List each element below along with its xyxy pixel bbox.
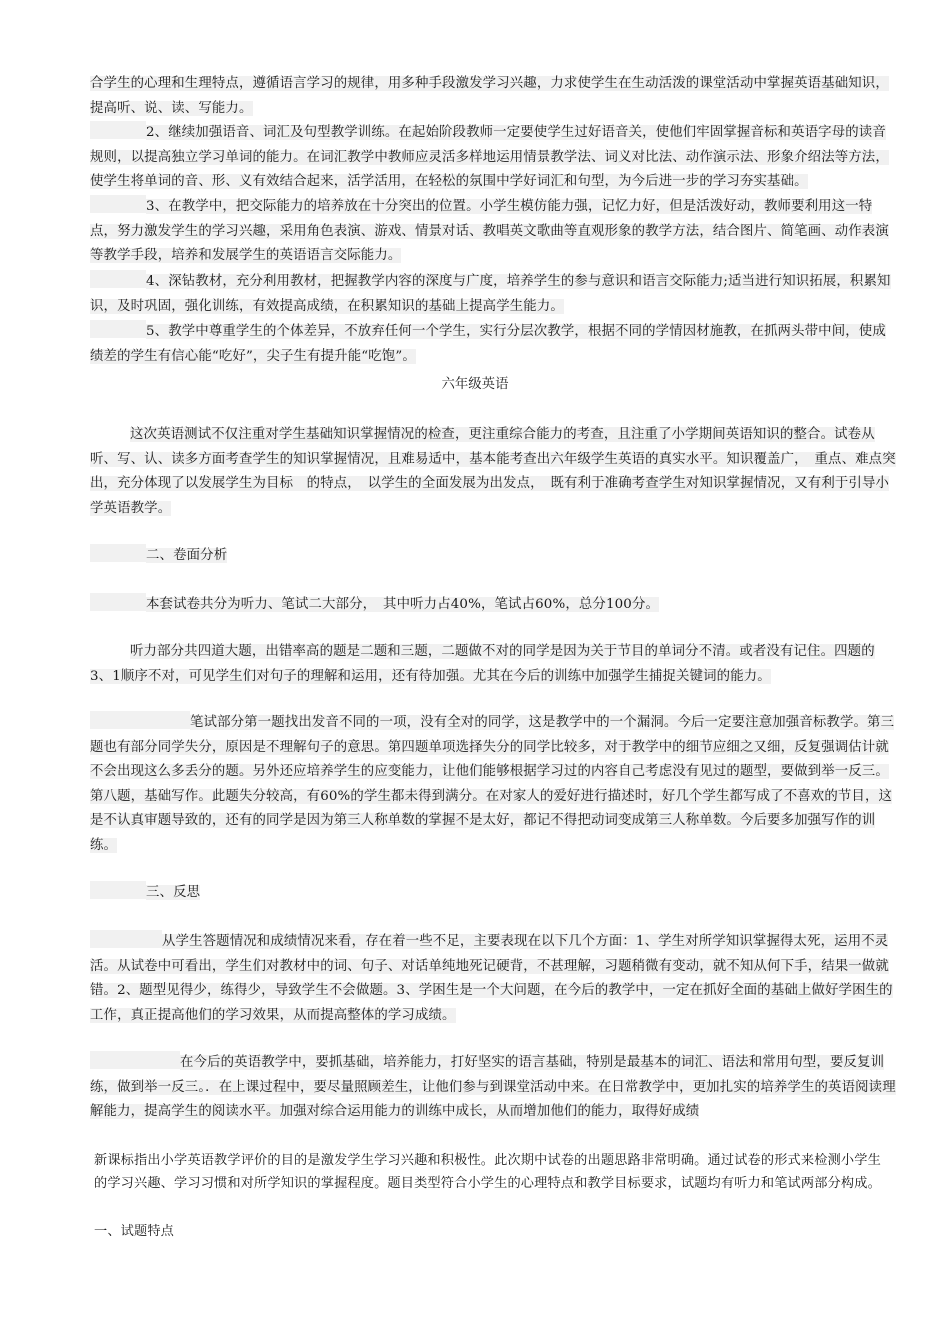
indent	[90, 711, 190, 729]
heading-text: 三、反思	[146, 885, 201, 900]
paragraph-text: 新课标指出小学英语教学评价的目的是激发学生学习兴趣和积极性。此次期中试卷的出题思路非常明确。通过试卷的形式来检测小学生的学习兴趣、学习习惯和对所学知识的掌握程度。题目类型符合小学生的心理特点和教学目标要求，试题均有听力和笔试两部分构成。	[94, 1153, 881, 1191]
paragraph-text: 在今后的英语教学中，要抓基础，培养能力，打好坚实的语言基础，特别是最基本的词汇、语法和常用句型，要反复训练，做到举一反三。．在上课过程中，要尽量照顾差生，让他们参与到课堂活动中来。在日常教学中，更加扎实的培养学生的英语阅读理解能力，提高学生的阅读水平。加强对综合运用能力的训练中成长，从而增加他们的能力，取得好成绩	[90, 1055, 896, 1119]
paragraph-text: 2、继续加强语音、词汇及句型教学训练。在起始阶段教师一定要使学生过好语音关，使他们牢固掌握音标和英语字母的读音规则，以提高独立学习单词的能力。在词汇教学中教师应灵活多样地运用情景教学法、词义对比法、动作演示法、形象介绍法等方法，使学生将单词的音、形、义有效结合起来，活学活用，在轻松的氛围中学好词汇和句型，为今后进一步的学习夯实基础。	[90, 125, 889, 189]
paragraph-point-2	[90, 121, 896, 195]
indent	[90, 544, 146, 562]
paragraph-text: 这次英语测试不仅注重对学生基础知识掌握情况的检查，更注重综合能力的考查，且注重了小学期间英语知识的整合。试卷从听、写、认、读多方面考查学生的知识掌握情况，且难易适中，基本能考查出六年级学生英语的真实水平。知识覆盖广， 重点、难点突出，充分体现了以发展学生为目标 的特点， 以学生的全面发展为出发点， 既有利于准确考查学生对知识掌握情况，又有利于引导小学英语教学。	[90, 427, 896, 516]
paragraph-text: 4、深钻教材，充分利用教材，把握教学内容的深度与广度，培养学生的参与意识和语言交际能力;适当进行知识拓展，积累知识，及时巩固，强化训练，有效提高成绩，在积累知识的基础上提高学生能力。	[90, 274, 891, 314]
paragraph-point-3	[90, 195, 896, 269]
paragraph-text: 5、教学中尊重学生的个体差异，不放弃任何一个学生，实行分层次教学，根据不同的学情因材施教，在抓两头带中间，使成绩差的学生有信心能“吃好”，尖子生有提升能“吃饱”。	[90, 324, 886, 364]
indent	[90, 1051, 180, 1069]
indent	[90, 195, 146, 213]
paragraph-test-overview	[90, 423, 896, 521]
paragraph-text: 合学生的心理和生理特点，遵循语言学习的规律，用多种手段激发学习兴趣，力求使学生在生动活泼的课堂活动中掌握英语基础知识，提高听、说、读、写能力。	[90, 76, 889, 116]
paragraph-future-teaching	[90, 1051, 896, 1125]
paragraph-paper-structure	[90, 593, 896, 618]
paragraph-text: 本套试卷共分为听力、笔试二大部分， 其中听力占40%，笔试占60%，总分100分。	[146, 597, 660, 612]
indent	[90, 881, 146, 899]
heading-paper-analysis	[90, 544, 896, 569]
section-title: 六年级英语	[441, 377, 509, 392]
indent	[90, 121, 146, 139]
paragraph-point-4	[90, 270, 896, 319]
indent	[90, 270, 146, 288]
paragraph-point-5	[90, 320, 896, 369]
indent	[90, 593, 146, 611]
paragraph-text: 听力部分共四道大题，出错率高的题是二题和三题，二题做不对的同学是因为关于节目的单词分不清。或者没有记住。四题的3、1顺序不对，可见学生们对句子的理解和运用，还有待加强。尤其在今后的训练中加强学生捕捉关键词的能力。	[90, 644, 875, 684]
heading-text: 二、卷面分析	[146, 548, 228, 563]
paragraph-text: 从学生答题情况和成绩情况来看，存在着一些不足，主要表现在以下几个方面：1、学生对所学知识掌握得太死，运用不灵活。从试卷中可看出，学生们对教材中的词、句子、对话单纯地死记硬背，不甚理解，习题稍微有变动，就不知从何下手，结果一做就错。2、题型见得少，练得少，导致学生不会做题。3、学困生是一个大问题，在今后的教学中，一定在抓好全面的基础上做好学困生的工作，真正提高他们的学习效果，从而提高整体的学习成绩。	[90, 934, 893, 1023]
paragraph-intro-continued	[90, 72, 896, 121]
heading-question-features	[94, 1220, 900, 1243]
paragraph-listening	[90, 640, 896, 689]
paragraph-written	[90, 711, 896, 858]
heading-text: 一、试题特点	[94, 1224, 175, 1239]
indent	[90, 930, 162, 948]
paragraph-new-curriculum	[94, 1149, 894, 1195]
paragraph-reflection	[90, 930, 896, 1028]
heading-reflection	[90, 881, 896, 906]
indent	[90, 320, 146, 338]
paragraph-text: 笔试部分第一题找出发音不同的一项，没有全对的同学，这是教学中的一个漏洞。今后一定要注意加强音标教学。第三题也有部分同学失分，原因是不理解句子的意思。第四题单项选择失分的同学比较多，对于教学中的细节应细之又细，反复强调估计就不会出现这么多丢分的题。另外还应培养学生的应变能力，让他们能够根据学习过的内容自己考虑没有见过的题型，要做到举一反三。第八题，基础写作。此题失分较高，有60%的学生都未得到满分。在对家人的爱好进行描述时，好几个学生都写成了不喜欢的节目，这是不认真审题导致的，还有的同学是因为第三人称单数的掌握不是太好，都记不得把动词变成第三人称单数。今后要多加强写作的训练。	[90, 715, 895, 853]
paragraph-text: 3、在教学中，把交际能力的培养放在十分突出的位置。小学生模仿能力强，记忆力好，但是活泼好动，教师要利用这一特点，努力激发学生的学习兴趣，采用角色表演、游戏、情景对话、教唱英文歌曲等直观形象的教学方法，结合图片、简笔画、动作表演等教学手段，培养和发展学生的英语语言交际能力。	[90, 199, 889, 263]
